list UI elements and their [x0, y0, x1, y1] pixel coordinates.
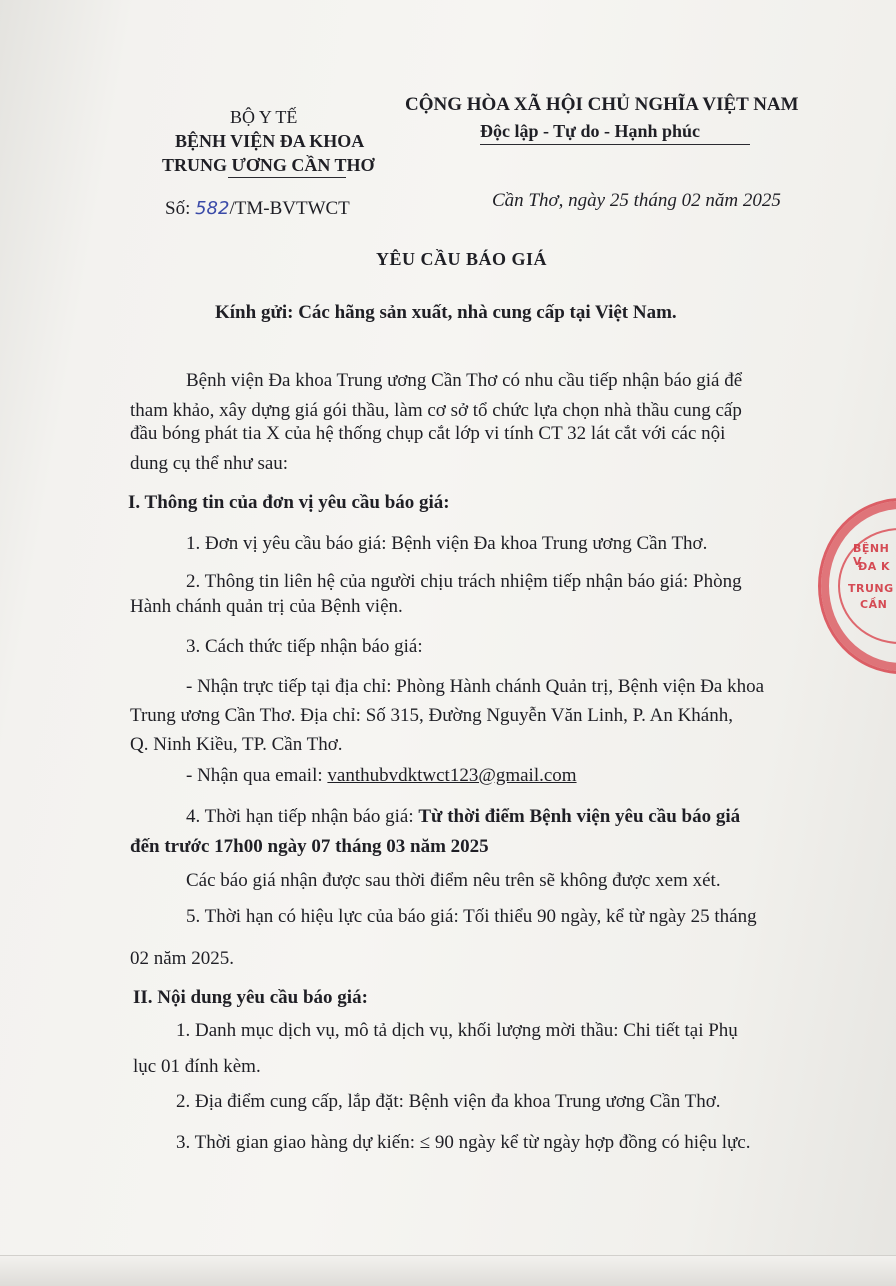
page-bottom-edge	[0, 1255, 896, 1286]
ministry-name: BỘ Y TẾ	[230, 107, 298, 127]
section-1-item-4-line-1: 4. Thời hạn tiếp nhận báo giá: Từ thời điểm Bệnh viện yêu cầu báo giá	[186, 806, 741, 827]
intro-line-1: Bệnh viện Đa khoa Trung ương Cần Thơ có nhu cầu tiếp nhận báo giá để	[186, 370, 743, 391]
section-1-item-3: 3. Cách thức tiếp nhận báo giá:	[186, 636, 423, 657]
document-number: Số: 582/TM-BVTWCT	[165, 198, 350, 219]
section-1-item-2-line-1: 2. Thông tin liên hệ của người chịu trách nhiệm tiếp nhận báo giá: Phòng	[186, 571, 742, 592]
section-1-item-1: 1. Đơn vị yêu cầu báo giá: Bệnh viện Đa khoa Trung ương Cần Thơ.	[186, 533, 708, 554]
section-2-item-3: 3. Thời gian giao hàng dự kiến: ≤ 90 ngày kể từ ngày hợp đồng có hiệu lực.	[176, 1132, 751, 1153]
section-2-item-2: 2. Địa điểm cung cấp, lắp đặt: Bệnh viện đa khoa Trung ương Cần Thơ.	[176, 1091, 721, 1112]
intro-line-2: tham khảo, xây dựng giá gói thầu, làm cơ sở tổ chức lựa chọn nhà thầu cung cấp	[130, 400, 742, 421]
section-1-item-2-line-2: Hành chánh quản trị của Bệnh viện.	[130, 596, 403, 617]
seal-text-1: BỆNH V	[853, 542, 890, 568]
section-2-heading: II. Nội dung yêu cầu báo giá:	[133, 987, 368, 1008]
section-1-item-4-note: Các báo giá nhận được sau thời điểm nêu trên sẽ không được xem xét.	[186, 870, 721, 891]
section-1-heading: I. Thông tin của đơn vị yêu cầu báo giá:	[128, 492, 450, 513]
seal-text-2: ĐA K	[858, 560, 891, 573]
handwritten-number: 582	[195, 198, 230, 219]
section-1-item-4-line-2: đến trước 17h00 ngày 07 tháng 03 năm 2025	[130, 836, 489, 857]
section-1-item-3-direct-line-2: Trung ương Cần Thơ. Địa chỉ: Số 315, Đường Nguyễn Văn Linh, P. An Khánh,	[130, 705, 733, 726]
hospital-underline	[228, 177, 346, 178]
place-and-date: Cần Thơ, ngày 25 tháng 02 năm 2025	[492, 190, 781, 211]
section-1-item-5-line-1: 5. Thời hạn có hiệu lực của báo giá: Tối thiểu 90 ngày, kể từ ngày 25 tháng	[186, 906, 757, 927]
seal-text-3: TRUNG	[848, 582, 894, 595]
national-motto: Độc lập - Tự do - Hạnh phúc	[480, 121, 701, 141]
hospital-name-line1: BỆNH VIỆN ĐA KHOA	[175, 131, 365, 151]
section-2-item-1-line-1: 1. Danh mục dịch vụ, mô tả dịch vụ, khối lượng mời thầu: Chi tiết tại Phụ	[176, 1020, 738, 1041]
republic-name: CỘNG HÒA XÃ HỘI CHỦ NGHĨA VIỆT NAM	[405, 94, 799, 115]
email-link[interactable]: vanthubvdktwct123@gmail.com	[327, 765, 577, 786]
seal-text-4: CẦN	[860, 598, 888, 611]
intro-line-3: đầu bóng phát tia X của hệ thống chụp cắt lớp vi tính CT 32 lát cắt với các nội	[130, 423, 726, 444]
hospital-name-line2: TRUNG ƯƠNG CẦN THƠ	[162, 155, 375, 175]
section-1-item-3-direct-line-1: - Nhận trực tiếp tại địa chỉ: Phòng Hành chánh Quản trị, Bệnh viện Đa khoa	[186, 676, 765, 697]
section-1-item-3-direct-line-3: Q. Ninh Kiều, TP. Cần Thơ.	[130, 734, 343, 755]
motto-underline	[480, 144, 750, 145]
recipient-line: Kính gửi: Các hãng sản xuất, nhà cung cấp tại Việt Nam.	[215, 302, 677, 323]
intro-line-4: dung cụ thể như sau:	[130, 453, 289, 474]
section-1-item-3-email: - Nhận qua email: vanthubvdktwct123@gmail.com	[186, 765, 577, 786]
section-2-item-1-line-2: lục 01 đính kèm.	[133, 1056, 261, 1077]
section-1-item-5-line-2: 02 năm 2025.	[130, 948, 234, 969]
document-title: YÊU CẦU BÁO GIÁ	[376, 249, 548, 269]
